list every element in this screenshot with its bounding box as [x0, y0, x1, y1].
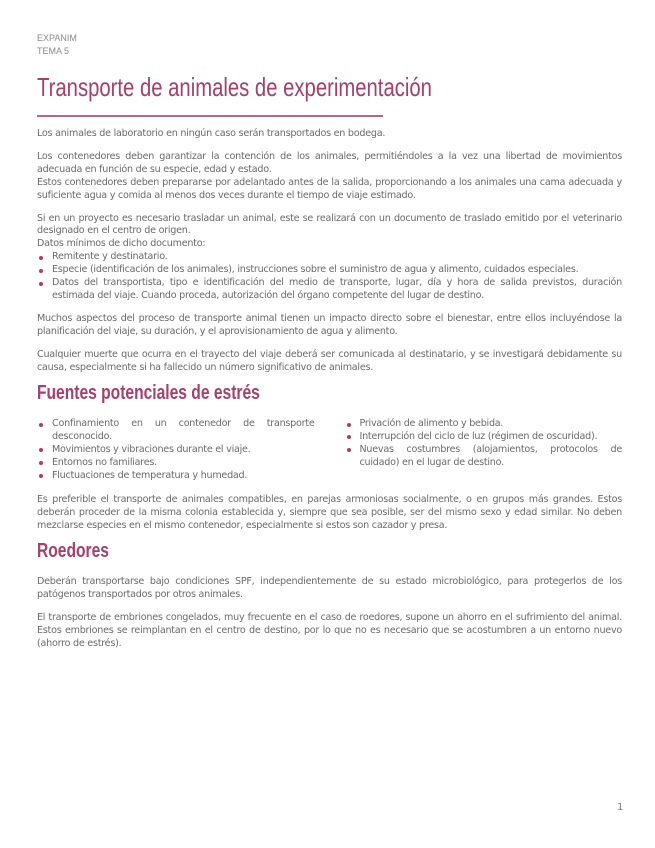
- paragraph: Muchos aspectos del proceso de transporte animal tienen un impacto directo sobre el bienestar, entre ellos incluyéndose la planificación del viaje, su duración, y el aprovisionamiento de agua y alimento.: [37, 312, 622, 337]
- list-item: Datos del transportista, tipo e identificación del medio de transporte, lugar, día y hora de salida previstos, duración estimada del viaje. Cuando proceda, autorización del órgano competente del lugar de destino.: [37, 277, 622, 303]
- list-item: Remitente y destinatario.: [37, 251, 622, 264]
- section-heading-rodents: Roedores: [37, 540, 109, 562]
- list-item: Privación de alimento y bebida.: [345, 418, 623, 431]
- list-item: Confinamiento en un contenedor de transporte desconocido.: [37, 418, 315, 444]
- rodents-section: [37, 576, 622, 651]
- list-item: Entornos no familiares.: [37, 457, 315, 470]
- page-header: [37, 32, 77, 58]
- stress-list-left: [37, 418, 315, 483]
- stress-paragraph-section: [37, 494, 622, 533]
- intro-section: [37, 128, 622, 375]
- page-title: Transporte de animales de experimentación: [37, 72, 432, 102]
- header-org: EXPANIM: [37, 33, 77, 43]
- section-heading-stress: Fuentes potenciales de estrés: [37, 382, 260, 404]
- paragraph: Estos contenedores deben prepararse por adelantado antes de la salida, proporcionando a los animales una cama adecuada y suficiente agua y comida al menos dos veces durante el tiempo de viaje estimado.: [37, 176, 622, 201]
- list-title: Datos mínimos de dicho documento:: [37, 238, 206, 250]
- list-item: Especie (identificación de los animales), instrucciones sobre el suministro de agua y alimento, cuidados especiales.: [37, 264, 622, 277]
- list-item: Interrupción del ciclo de luz (régimen de oscuridad).: [345, 431, 623, 444]
- paragraph: Es preferible el transporte de animales compatibles, en parejas armoniosas socialmente, o en grupos más grandes. Estos deberán proceder de la misma colonia establecida y, siempre que sea posible, ser del mismo sexo y edad similar. No deben mezclarse especies en el mismo contenedor, especialmente si estos son cazador y presa.: [37, 494, 622, 531]
- paragraph: El transporte de embriones congelados, muy frecuente en el caso de roedores, supone un ahorro en el sufrimiento del animal. Estos embriones se reimplantan en el centro de destino, por lo que no es necesario que se acostumbren a un entorno nuevo (ahorro de estrés).: [37, 611, 622, 649]
- list-item: Nuevas costumbres (alojamientos, protocolos de cuidado) en el lugar de destino.: [345, 444, 623, 470]
- paragraph: Cualquier muerte que ocurra en el trayecto del viaje deberá ser comunicada al destinatario, y se investigará debidamente su causa, especialmente si ha fallecido un número significativo de animales.: [37, 348, 622, 373]
- paragraph: Si en un proyecto es necesario trasladar un animal, este se realizará con un documento de traslado emitido por el veterinario designado en el centro de origen.: [37, 212, 622, 237]
- paragraph: Deberán transportarse bajo condiciones SPF, independientemente de su estado microbiológico, para protegerlos de los patógenos transportados por otros animales.: [37, 576, 622, 600]
- list-item: Fluctuaciones de temperatura y humedad.: [37, 470, 315, 483]
- page-number: 1: [617, 802, 624, 813]
- header-topic: TEMA 5: [37, 46, 70, 56]
- list-item: Movimientos y vibraciones durante el viaje.: [37, 444, 315, 457]
- paragraph: Los contenedores deben garantizar la contención de los animales, permitiéndoles a la vez una libertad de movimientos adecuada en función de su especie, edad y estado.: [37, 150, 622, 175]
- stress-list: [37, 418, 622, 483]
- title-underline: [37, 115, 383, 117]
- paragraph: Los animales de laboratorio en ningún caso serán transportados en bodega.: [37, 128, 386, 139]
- stress-list-right: [345, 418, 623, 483]
- document-data-list: [37, 251, 622, 303]
